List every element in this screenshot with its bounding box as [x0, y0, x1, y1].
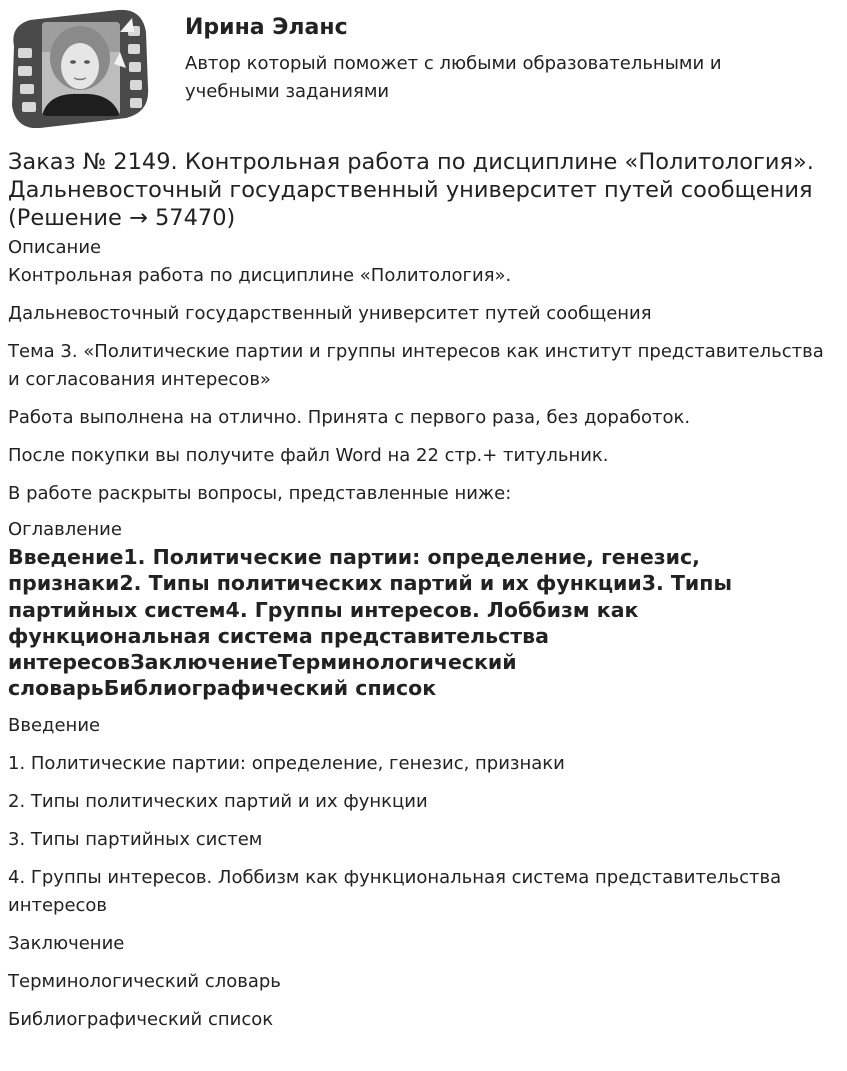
order-title: Заказ № 2149. Контрольная работа по дисциплине «Политология». Дальневосточный государственный университет путей сообщения (Решение → 57470) — [8, 149, 814, 231]
author-bio: Автор который поможет с любыми образовательными и учебными заданиями — [185, 53, 722, 102]
description-paragraph: После покупки вы получите файл Word на 22 стр.+ титульник. — [8, 445, 609, 466]
toc-item: Введение — [8, 714, 101, 736]
toc-item: 3. Типы партийных систем — [8, 828, 263, 850]
toc-bold-summary: Введение1. Политические партии: определение, генезис, признаки2. Типы политических партий и их функции3. Типы партийных систем4. Группы интересов. Лоббизм как функциональная система представительства интересовЗаключениеТерминологический словарьБиблиографический список — [8, 545, 732, 701]
description-paragraph: Работа выполнена на отлично. Принята с первого раза, без доработок. — [8, 407, 691, 428]
description-paragraph: Контрольная работа по дисциплине «Политология». — [8, 265, 512, 286]
toc-item: Заключение — [8, 932, 125, 954]
description-label: Описание — [8, 237, 102, 258]
author-avatar[interactable] — [8, 8, 150, 128]
toc-item: 1. Политические партии: определение, генезис, признаки — [8, 752, 565, 774]
toc-label: Оглавление — [8, 519, 122, 540]
author-card — [8, 8, 839, 128]
description-paragraph: Дальневосточный государственный университет путей сообщения — [8, 303, 652, 324]
film-frame-avatar-image — [8, 8, 150, 128]
description-paragraph: В работе раскрыты вопросы, представленные ниже: — [8, 483, 512, 504]
author-name[interactable]: Ирина Эланс — [185, 15, 348, 40]
order-content — [8, 148, 839, 1044]
toc-item: 2. Типы политических партий и их функции — [8, 790, 428, 812]
toc-item: Библиографический список — [8, 1008, 274, 1030]
toc-item: 4. Группы интересов. Лоббизм как функциональная система представительства интересов — [8, 866, 782, 916]
toc-item: Терминологический словарь — [8, 970, 281, 992]
description-paragraph: Тема 3. «Политические партии и группы интересов как институт представительства и согласования интересов» — [8, 341, 824, 390]
